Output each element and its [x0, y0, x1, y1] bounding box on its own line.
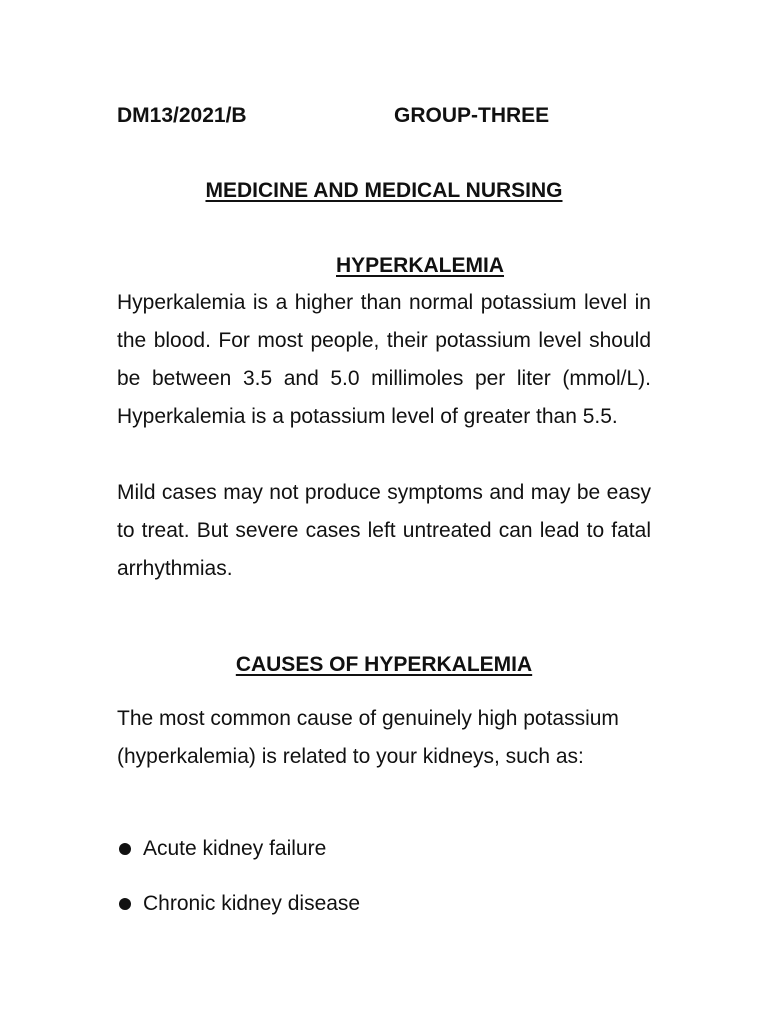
list-item [117, 887, 657, 942]
reference-code: DM13/2021/B [117, 104, 247, 127]
causes-list [117, 832, 657, 942]
document-header [117, 101, 657, 131]
section-title-hyperkalemia [336, 251, 504, 281]
definition-paragraph: Hyperkalemia is a higher than normal potassium level in the blood. For most people, their potassium level should be between 3.5 and 5.0 millimoles per liter (mmol/L). Hyperkalemia is a potassium level of greater than 5.5. [117, 291, 651, 428]
group-name: GROUP-THREE [394, 104, 550, 127]
bullet-icon [119, 843, 131, 855]
course-title-text: MEDICINE AND MEDICAL NURSING [205, 179, 563, 202]
list-item [117, 832, 657, 887]
list-item-text: Chronic kidney disease [143, 892, 361, 915]
course-title [0, 176, 768, 206]
list-item-text: Acute kidney failure [143, 837, 327, 860]
causes-intro-paragraph: The most common cause of genuinely high potassium (hyperkalemia) is related to your kidneys, such as: [117, 707, 619, 768]
section-title-causes-text: CAUSES OF HYPERKALEMIA [235, 653, 533, 676]
bullet-icon [119, 898, 131, 910]
severity-paragraph: Mild cases may not produce symptoms and may be easy to treat. But severe cases left untreated can lead to fatal arrhythmias. [117, 481, 651, 580]
section-title-causes [0, 650, 768, 680]
section-title-hyperkalemia-text: HYPERKALEMIA [336, 254, 505, 277]
